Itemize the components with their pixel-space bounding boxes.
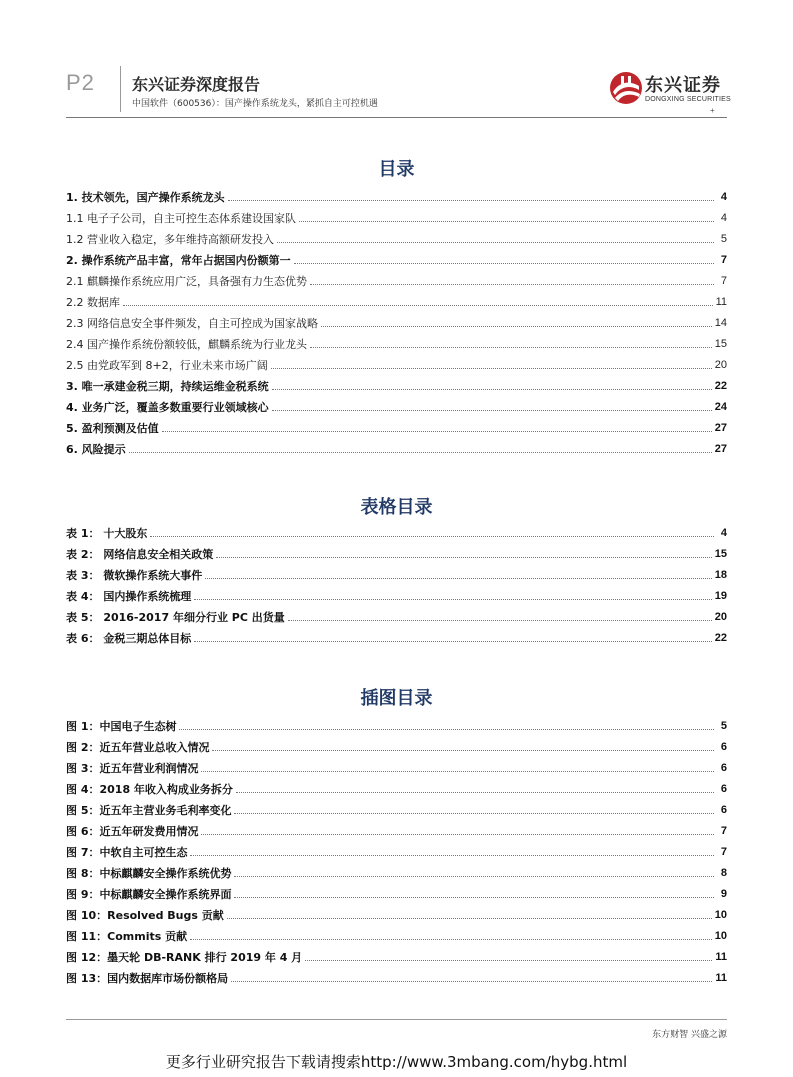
figures-entry-title: 图 2：近五年营业总收入情况 (66, 740, 210, 754)
dot-leader (310, 347, 712, 348)
toc-entry[interactable] (66, 291, 727, 312)
figures-entry-title: 图 11：Commits 贡献 (66, 929, 188, 943)
figures-entry-page: 6 (720, 740, 727, 753)
toc-entry-title: 1. 技术领先，国产操作系统龙头 (66, 190, 225, 204)
toc-entry[interactable] (66, 228, 727, 249)
dot-leader (123, 305, 713, 306)
tables-entry-page: 22 (714, 631, 727, 644)
dot-leader (310, 284, 714, 285)
dot-leader (162, 431, 712, 432)
figures-entry[interactable] (66, 862, 727, 883)
toc-entry[interactable] (66, 354, 727, 375)
figures-entry[interactable] (66, 925, 727, 946)
toc-entry-page: 4 (720, 211, 727, 224)
dot-leader (234, 897, 714, 898)
figures-entry-title: 图 1：中国电子生态树 (66, 719, 177, 733)
tables-entry[interactable] (66, 606, 727, 627)
tables-entry[interactable] (66, 543, 727, 564)
header-mark: + (710, 106, 715, 115)
toc-entry-title: 4. 业务广泛，覆盖多数重要行业领域核心 (66, 400, 269, 414)
toc-entry-page: 24 (714, 400, 727, 413)
toc-entry[interactable] (66, 186, 727, 207)
toc-entry[interactable] (66, 396, 727, 417)
toc-entry-title: 2.5 由党政军到 8+2，行业未来市场广阔 (66, 358, 268, 372)
toc-entry-page: 15 (714, 337, 727, 350)
dot-leader (201, 771, 714, 772)
logo-text-en: DONGXING SECURITIES (645, 96, 731, 103)
figures-entry-page: 11 (715, 950, 727, 963)
toc-title: 目录 (378, 159, 415, 180)
toc-entry-title: 5. 盈利预测及估值 (66, 421, 159, 435)
dot-leader (277, 242, 714, 243)
figures-entry[interactable] (66, 736, 727, 757)
figures-entry-title: 图 4：2018 年收入构成业务拆分 (66, 782, 233, 796)
footer-rule (66, 1019, 727, 1020)
dot-leader (190, 855, 714, 856)
dot-leader (231, 981, 712, 982)
toc-entry[interactable] (66, 333, 727, 354)
toc-entry-title: 2. 操作系统产品丰富，常年占据国内份额第一 (66, 253, 291, 267)
dot-leader (234, 876, 714, 877)
tables-entry[interactable] (66, 585, 727, 606)
toc-entry-page: 27 (714, 421, 727, 434)
toc-entry-page: 14 (714, 316, 727, 329)
figures-entry-title: 图 10：Resolved Bugs 贡献 (66, 908, 224, 922)
footer-brand: 东方财智 兴盛之源 (652, 1030, 727, 1040)
toc-entry-title: 3. 唯一承建金税三期，持续运维金税系统 (66, 379, 269, 393)
toc-entry-title: 6. 风险提示 (66, 442, 126, 456)
dot-leader (294, 263, 714, 264)
figures-entry[interactable] (66, 841, 727, 862)
report-title: 东兴证券深度报告 (132, 75, 261, 94)
dot-leader (194, 599, 711, 600)
dot-leader (129, 452, 712, 453)
page-number: P2 (66, 70, 95, 95)
toc-entry[interactable] (66, 312, 727, 333)
figures-entry[interactable] (66, 778, 727, 799)
figures-entry-page: 7 (720, 824, 727, 837)
logo-text-cn: 东兴证券 (645, 75, 721, 96)
figures-entry[interactable] (66, 715, 727, 736)
tables-entry[interactable] (66, 522, 727, 543)
figures-entry-title: 图 13：国内数据库市场份额格局 (66, 971, 229, 985)
dot-leader (205, 578, 711, 579)
figures-entry-page: 6 (720, 782, 727, 795)
figures-entry-title: 图 5：近五年主营业务毛利率变化 (66, 803, 232, 817)
toc-entry-title: 2.3 网络信息安全事件频发，自主可控成为国家战略 (66, 316, 318, 330)
toc-list (66, 186, 727, 459)
toc-entry-page: 27 (714, 442, 727, 455)
dot-leader (305, 960, 712, 961)
toc-entry-title: 1.1 电子子公司，自主可控生态体系建设国家队 (66, 211, 296, 225)
figures-entry-title: 图 12：墨天轮 DB-RANK 排行 2019 年 4 月 (66, 950, 303, 964)
toc-entry-page: 20 (714, 358, 727, 371)
figures-entry[interactable] (66, 799, 727, 820)
tables-entry-title: 表 2： 网络信息安全相关政策 (66, 547, 214, 561)
tables-entry-title: 表 5： 2016-2017 年细分行业 PC 出货量 (66, 610, 285, 624)
dot-leader (321, 326, 712, 327)
dot-leader (236, 792, 714, 793)
tables-entry-title: 表 4： 国内操作系统梳理 (66, 589, 192, 603)
logo-emblem-icon (610, 72, 642, 104)
toc-entry[interactable] (66, 207, 727, 228)
toc-entry-page: 22 (714, 379, 727, 392)
toc-entry-page: 4 (720, 190, 727, 203)
tables-index-list (66, 522, 727, 648)
toc-entry-page: 5 (720, 232, 727, 245)
figures-entry-page: 7 (720, 845, 727, 858)
dot-leader (190, 939, 712, 940)
toc-entry-page: 7 (720, 253, 727, 266)
figures-entry-title: 图 3：近五年营业利润情况 (66, 761, 199, 775)
tables-entry-page: 4 (720, 526, 727, 539)
tables-entry-title: 表 1： 十大股东 (66, 526, 148, 540)
dot-leader (150, 536, 714, 537)
toc-entry-title: 2.1 麒麟操作系统应用广泛，具备强有力生态优势 (66, 274, 307, 288)
tables-index-title: 表格目录 (360, 497, 433, 518)
footer-download-note: 更多行业研究报告下载请搜索http://www.3mbang.com/hybg.html (165, 1053, 628, 1071)
dot-leader (194, 641, 711, 642)
figures-entry-title: 图 8：中标麒麟安全操作系统优势 (66, 866, 232, 880)
figures-entry-page: 6 (720, 761, 727, 774)
dot-leader (201, 834, 714, 835)
tables-entry[interactable] (66, 564, 727, 585)
figures-entry-page: 11 (715, 971, 727, 984)
figures-entry-page: 10 (714, 908, 727, 921)
dot-leader (234, 813, 714, 814)
figures-entry[interactable] (66, 820, 727, 841)
tables-entry-title: 表 3： 微软操作系统大事件 (66, 568, 203, 582)
figures-entry[interactable] (66, 904, 727, 925)
dot-leader (228, 200, 714, 201)
toc-entry-title: 1.2 营业收入稳定，多年维持高额研发投入 (66, 232, 274, 246)
figures-entry-page: 8 (720, 866, 727, 879)
report-subtitle: 中国软件（600536）：国产操作系统龙头，紧抓自主可控机遇 (132, 99, 378, 109)
header-divider (120, 66, 121, 112)
dot-leader (299, 221, 714, 222)
header-rule (66, 117, 727, 118)
tables-entry-page: 20 (714, 610, 727, 623)
dot-leader (212, 750, 714, 751)
dot-leader (272, 410, 712, 411)
toc-entry[interactable] (66, 375, 727, 396)
figures-entry-page: 10 (714, 929, 727, 942)
toc-entry[interactable] (66, 438, 727, 459)
figures-entry[interactable] (66, 967, 727, 988)
figures-entry-title: 图 9：中标麒麟安全操作系统界面 (66, 887, 232, 901)
figures-index-list (66, 715, 727, 988)
tables-entry-page: 19 (714, 589, 727, 602)
dot-leader (216, 557, 711, 558)
toc-entry-title: 2.2 数据库 (66, 295, 120, 309)
figures-entry-title: 图 6：近五年研发费用情况 (66, 824, 199, 838)
figures-entry-title: 图 7：中软自主可控生态 (66, 845, 188, 859)
figures-entry[interactable] (66, 757, 727, 778)
dot-leader (179, 729, 714, 730)
tables-entry[interactable] (66, 627, 727, 648)
tables-entry-page: 18 (714, 568, 727, 581)
toc-entry[interactable] (66, 270, 727, 291)
toc-entry-title: 2.4 国产操作系统份额较低，麒麟系统为行业龙头 (66, 337, 307, 351)
toc-entry[interactable] (66, 249, 727, 270)
tables-entry-title: 表 6： 金税三期总体目标 (66, 631, 192, 645)
toc-entry-page: 7 (720, 274, 727, 287)
dot-leader (271, 368, 712, 369)
figures-entry-page: 9 (720, 887, 727, 900)
figures-entry-page: 6 (720, 803, 727, 816)
toc-entry-page: 11 (715, 295, 727, 308)
tables-entry-page: 15 (714, 547, 727, 560)
figures-index-title: 插图目录 (360, 688, 433, 709)
dot-leader (288, 620, 712, 621)
figures-entry[interactable] (66, 946, 727, 967)
figures-entry-page: 5 (720, 719, 727, 732)
toc-entry[interactable] (66, 417, 727, 438)
figures-entry[interactable] (66, 883, 727, 904)
dot-leader (272, 389, 712, 390)
dot-leader (227, 918, 712, 919)
